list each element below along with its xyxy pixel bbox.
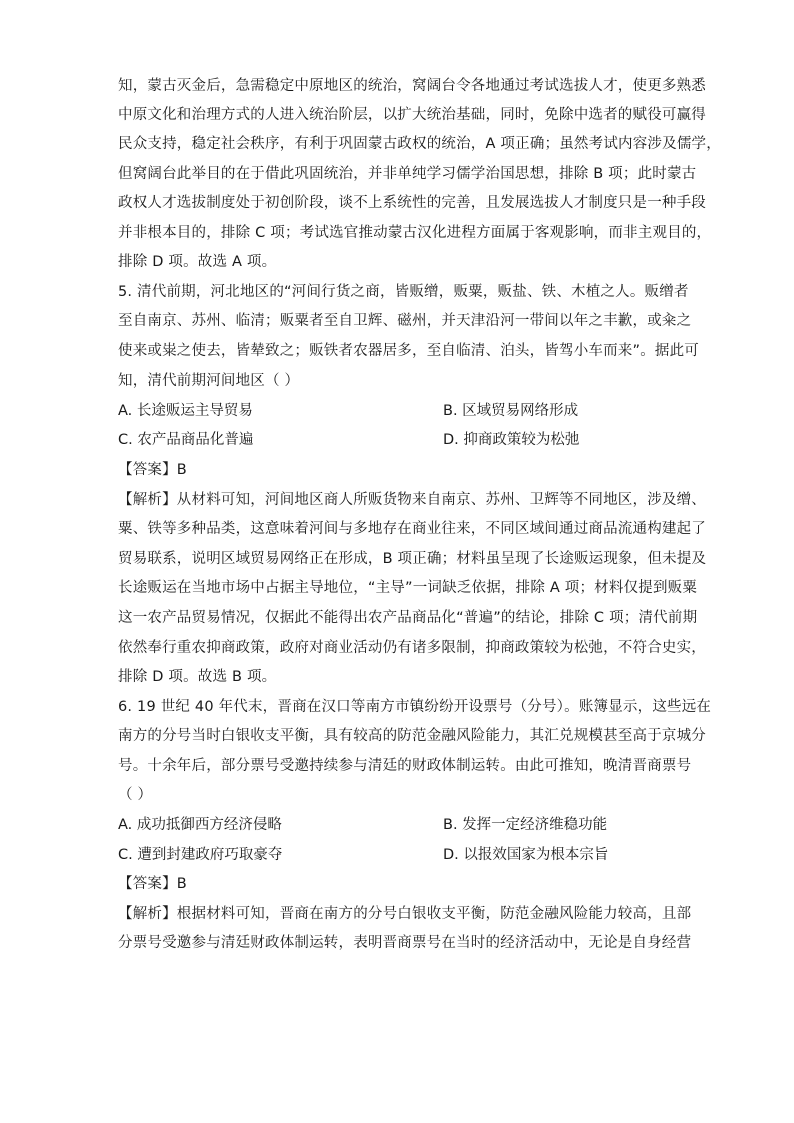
question-6-answer: 【答案】B <box>118 876 187 892</box>
question-5-analysis: 长途贩运在当地市场中占据主导地位，“主导”一词缺乏依据，排除 A 项；材料仅提到贩粟 <box>118 580 698 596</box>
question-6-stem: （ ） <box>118 787 153 803</box>
question-5-stem: 知，清代前期河间地区（ ） <box>118 373 300 389</box>
question-5-answer: 【答案】B <box>118 462 187 478</box>
question-5-stem: 至自南京、苏州、临清；贩粟者至自卫辉、磁州，并天津沿河一带间以年之丰歉，或籴之 <box>118 313 692 329</box>
text-line: 并非根本目的，排除 C 项；考试选官推动蒙古汉化进程方面属于客观影响，而非主观目的， <box>118 225 712 241</box>
text-line: 中原文化和治理方式的人进入统治阶层，以扩大统治基础，同时，免除中选者的赋役可赢得 <box>118 107 706 123</box>
question-5-option-a: A. 长途贩运主导贸易 <box>118 403 253 419</box>
question-6-analysis: 【解析】根据材料可知，晋商在南方的分号白银收支平衡，防范金融风险能力较高，且部 <box>118 906 692 922</box>
question-5-option-c: C. 农产品商品化普遍 <box>118 432 254 448</box>
text-line: 排除 D 项。故选 A 项。 <box>118 254 277 270</box>
question-6-stem: 6. 19 世纪 40 年代末，晋商在汉口等南方市镇纷纷开设票号（分号）。账簿显示，这些远在 <box>118 699 712 715</box>
question-6-option-a: A. 成功抵御西方经济侵略 <box>118 817 282 833</box>
question-6-option-d: D. 以报效国家为根本宗旨 <box>443 847 609 863</box>
question-5-option-b: B. 区域贸易网络形成 <box>443 403 579 419</box>
question-6-stem: 号。十余年后，部分票号受邀持续参与清廷的财政体制运转。由此可推知，晚清晋商票号 <box>118 758 692 774</box>
question-5-analysis: 【解析】从材料可知，河间地区商人所贩货物来自南京、苏州、卫辉等不同地区，涉及缯、 <box>118 492 706 508</box>
text-line: 民众支持，稳定社会秩序，有利于巩固蒙古政权的统治，A 项正确；虽然考试内容涉及儒学， <box>118 136 721 152</box>
question-5-analysis: 粟、铁等多种品类，这意味着河间与多地存在商业往来，不同区域间通过商品流通构建起了 <box>118 521 706 537</box>
text-line: 知，蒙古灭金后，急需稳定中原地区的统治，窝阔台令各地通过考试选拔人才，使更多熟悉 <box>118 78 706 94</box>
question-6-analysis: 分票号受邀参与清廷财政体制运转，表明晋商票号在当时的经济活动中，无论是自身经营 <box>118 935 692 951</box>
question-6-stem: 南方的分号当时白银收支平衡，具有较高的防范金融风险能力，其汇兑规模甚至高于京城分 <box>118 728 706 744</box>
question-5-stem: 使来或粜之使去，皆辇致之；贩铁者农器居多，至自临清、泊头，皆驾小车而来”。据此可 <box>118 343 700 359</box>
question-6-option-c: C. 遭到封建政府巧取豪夺 <box>118 847 283 863</box>
question-5-analysis: 依然奉行重农抑商政策，政府对商业活动仍有诸多限制，抑商政策较为松弛，不符合史实， <box>118 640 706 656</box>
question-5-analysis: 排除 D 项。故选 B 项。 <box>118 669 277 685</box>
question-5-stem: 5. 清代前期，河北地区的“河间行货之商，皆贩缯，贩粟，贩盐、铁、木植之人。贩缯者 <box>118 284 689 300</box>
text-line: 但窝阔台此举目的在于借此巩固统治，并非单纯学习儒学治国思想，排除 B 项；此时蒙古 <box>118 166 697 182</box>
question-5-option-d: D. 抑商政策较为松弛 <box>443 432 580 448</box>
question-5-analysis: 这一农产品贸易情况，仅据此不能得出农产品商品化“普遍”的结论，排除 C 项；清代前期 <box>118 610 698 626</box>
question-6-option-b: B. 发挥一定经济维稳功能 <box>443 817 608 833</box>
text-line: 政权人才选拔制度处于初创阶段，谈不上系统性的完善，且发展选拔人才制度只是一种手段 <box>118 195 706 211</box>
question-5-analysis: 贸易联系，说明区域贸易网络正在形成，B 项正确；材料虽呈现了长途贩运现象，但未提及 <box>118 551 707 567</box>
